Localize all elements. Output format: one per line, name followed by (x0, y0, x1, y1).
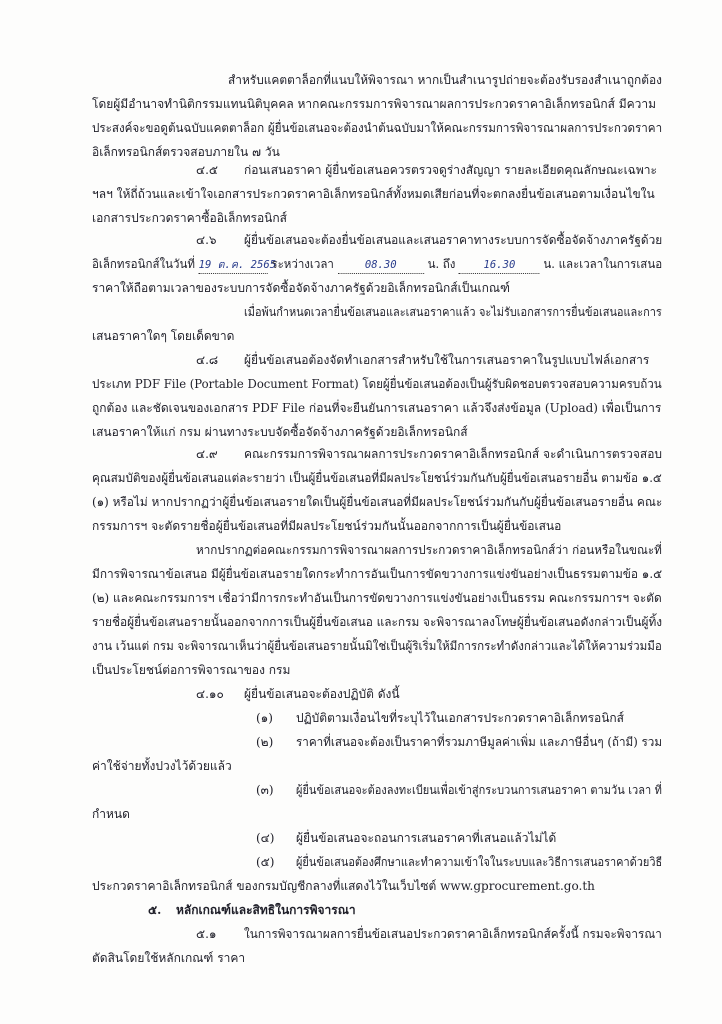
para-line: ถูกต้อง และชัดเจนของเอกสาร PDF File ก่อนที่จะยืนยันการเสนอราคา แล้วจึงส่งข้อมูล (Upload) เพื่อเป็นการ (92, 401, 662, 415)
item-text: ผู้ยื่นข้อเสนอจะถอนการเสนอราคาที่เสนอแล้วไม่ได้ (296, 831, 557, 845)
para-line: อิเล็กทรอนิกส์ตรวจสอบภายใน ๗ วัน (92, 145, 280, 159)
para-line: ในการพิจารณาผลการยื่นข้อเสนอประกวดราคาอิเล็กทรอนิกส์ครั้งนี้ กรมจะพิจารณา (244, 927, 662, 941)
para-line: เสนอราคาใดๆ โดยเด็ดขาด (92, 329, 235, 343)
section-number: ๕. (148, 903, 162, 917)
item-text: ค่าใช้จ่ายทั้งปวงไว้ด้วยแล้ว (92, 759, 232, 773)
para-line: ฯลฯ ให้ถี่ถ้วนและเข้าใจเอกสารประกวดราคาอิเล็กทรอนิกส์ทั้งหมดเสียก่อนที่จะตกลงยื่นข้อเสนอตามเงื่อนไขใน (92, 187, 655, 201)
para-line: คณะกรรมการพิจารณาผลการประกวดราคาอิเล็กทรอนิกส์ จะดำเนินการตรวจสอบ (244, 447, 663, 461)
item-number: (๓) (256, 783, 274, 797)
para-line: กรรมการฯ จะตัดรายชื่อผู้ยื่นข้อเสนอที่มีผลประโยชน์ร่วมกันนั้นออกจากการเป็นผู้ยื่นข้อเสนอ (92, 519, 562, 533)
item-text: ราคาที่เสนอจะต้องเป็นราคาที่รวมภาษีมูลค่าเพิ่ม และภาษีอื่นๆ (ถ้ามี) รวม (296, 735, 663, 749)
section-title: หลักเกณฑ์และสิทธิในการพิจารณา (176, 903, 356, 917)
para-line: เมื่อพ้นกำหนดเวลายื่นข้อเสนอและเสนอราคาแล้ว จะไม่รับเอกสารการยื่นข้อเสนอและการ (244, 305, 662, 319)
para-line: ประสงค์จะขอดูต้นฉบับแคตตาล็อก ผู้ยื่นข้อเสนอจะต้องนำต้นฉบับมาให้คณะกรรมการพิจารณาผลการประกวดราคา (92, 121, 663, 135)
schedule-label-date: อิเล็กทรอนิกส์ในวันที่ (92, 257, 195, 271)
submission-time-to: 16.30 (459, 257, 540, 274)
para-line: ผู้ยื่นข้อเสนอจะต้องยื่นข้อเสนอและเสนอราคาทางระบบการจัดซื้อจัดจ้างภาครัฐด้วย (244, 233, 663, 247)
clause-number: ๔.๕ (196, 163, 218, 177)
para-line: สำหรับแคตตาล็อกที่แนบให้พิจารณา หากเป็นสำเนารูปถ่ายจะต้องรับรองสำเนาถูกต้อง (228, 73, 662, 87)
para-line: หากปรากฏต่อคณะกรรมการพิจารณาผลการประกวดราคาอิเล็กทรอนิกส์ว่า ก่อนหรือในขณะที่ (196, 543, 662, 557)
para-line: รายชื่อผู้ยื่นข้อเสนอรายนั้นออกจากการเป็นผู้ยื่นข้อเสนอ และกรม จะพิจารณาลงโทษผู้ยื่นข้อเสนอดังกล่าวเป็นผู้ทิ้ง (92, 615, 663, 629)
item-number: (๒) (256, 735, 274, 749)
item-number: (๕) (256, 855, 275, 869)
item-text: ผู้ยื่นข้อเสนอจะต้องลงทะเบียนเพื่อเข้าสู่กระบวนการเสนอราคา ตามวัน เวลา ที่ (296, 783, 662, 797)
para-line: ก่อนเสนอราคา ผู้ยื่นข้อเสนอควรตรวจดูร่างสัญญา รายละเอียดคุณลักษณะเฉพาะ (244, 163, 657, 177)
item-number: (๑) (256, 711, 273, 725)
schedule-label-time: ระหว่างเวลา (271, 257, 334, 271)
clause-number: ๕.๑ (196, 927, 217, 941)
submission-schedule-line (92, 256, 662, 274)
para-line: ประเภท PDF File (Portable Document Format) โดยผู้ยื่นข้อเสนอต้องเป็นผู้รับผิดชอบตรวจสอบความครบถ้วน (92, 377, 662, 391)
item-text: ประกวดราคาอิเล็กทรอนิกส์ ของกรมบัญชีกลางที่แสดงไว้ในเว็บไซต์ www.gprocurement.go.th (92, 879, 595, 893)
para-line: (๒) และคณะกรรมการฯ เชื่อว่ามีการกระทำอันเป็นการขัดขวางการแข่งขันอย่างเป็นธรรม คณะกรรมการฯ จะตัด (92, 591, 662, 605)
para-line: เสนอราคาให้แก่ กรม ผ่านทางระบบจัดซื้อจัดจ้างภาครัฐด้วยอิเล็กทรอนิกส์ (92, 425, 468, 439)
para-line: คุณสมบัติของผู้ยื่นข้อเสนอแต่ละรายว่า เป็นผู้ยื่นข้อเสนอที่มีผลประโยชน์ร่วมกันกับผู้ยื่นข้อเสนอรายอื่น ตามข้อ ๑.๕ (92, 471, 662, 485)
schedule-label-end: น. และเวลาในการเสนอ (543, 257, 663, 271)
schedule-label-to: น. ถึง (427, 257, 456, 271)
clause-number: ๔.๑๐ (196, 687, 224, 701)
clause-number: ๔.๘ (196, 353, 219, 367)
item-text: ผู้ยื่นข้อเสนอต้องศึกษาและทำความเข้าใจในระบบและวิธีการเสนอราคาด้วยวิธี (296, 855, 663, 869)
item-text: กำหนด (92, 807, 130, 821)
item-number: (๔) (256, 831, 275, 845)
para-line: (๑) หรือไม่ หากปรากฏว่าผู้ยื่นข้อเสนอรายใดเป็นผู้ยื่นข้อเสนอที่มีผลประโยชน์ร่วมกันกับผู้ยื่นข้อเสนอรายอื่น คณะ (92, 495, 663, 509)
para-line: ราคาให้ถือตามเวลาของระบบการจัดซื้อจัดจ้างภาครัฐด้วยอิเล็กทรอนิกส์เป็นเกณฑ์ (92, 281, 511, 295)
para-line: เอกสารประกวดราคาซื้ออิเล็กทรอนิกส์ (92, 211, 287, 225)
clause-number: ๔.๙ (196, 447, 218, 461)
para-line: งาน เว้นแต่ กรม จะพิจารณาเห็นว่าผู้ยื่นข้อเสนอรายนั้นมิใช่เป็นผู้ริเริ่มให้มีการกระทำดังกล่าวและได้ให้ความร่วมมือ (92, 639, 662, 653)
para-line: เป็นประโยชน์ต่อการพิจารณาของ กรม (92, 663, 291, 677)
clause-number: ๔.๖ (196, 233, 217, 247)
para-line: ผู้ยื่นข้อเสนอต้องจัดทำเอกสารสำหรับใช้ในการเสนอราคาในรูปแบบไฟล์เอกสาร (244, 353, 650, 367)
para-line: ตัดสินโดยใช้หลักเกณฑ์ ราคา (92, 951, 246, 965)
para-line: ผู้ยื่นข้อเสนอจะต้องปฏิบัติ ดังนี้ (244, 687, 400, 701)
para-line: โดยผู้มีอำนาจทำนิติกรรมแทนนิติบุคคล หากคณะกรรมการพิจารณาผลการประกวดราคาอิเล็กทรอนิกส์ มีความ (92, 97, 657, 111)
submission-time-from: 08.30 (338, 257, 424, 274)
item-text: ปฏิบัติตามเงื่อนไขที่ระบุไว้ในเอกสารประกวดราคาอิเล็กทรอนิกส์ (296, 711, 625, 725)
para-line: มีการพิจารณาข้อเสนอ มีผู้ยื่นข้อเสนอรายใดกระทำการอันเป็นการขัดขวางการแข่งขันอย่างเป็นธรรมตามข้อ ๑.๕ (92, 567, 663, 581)
submission-date: 19 ต.ค. 2565 (199, 257, 268, 274)
